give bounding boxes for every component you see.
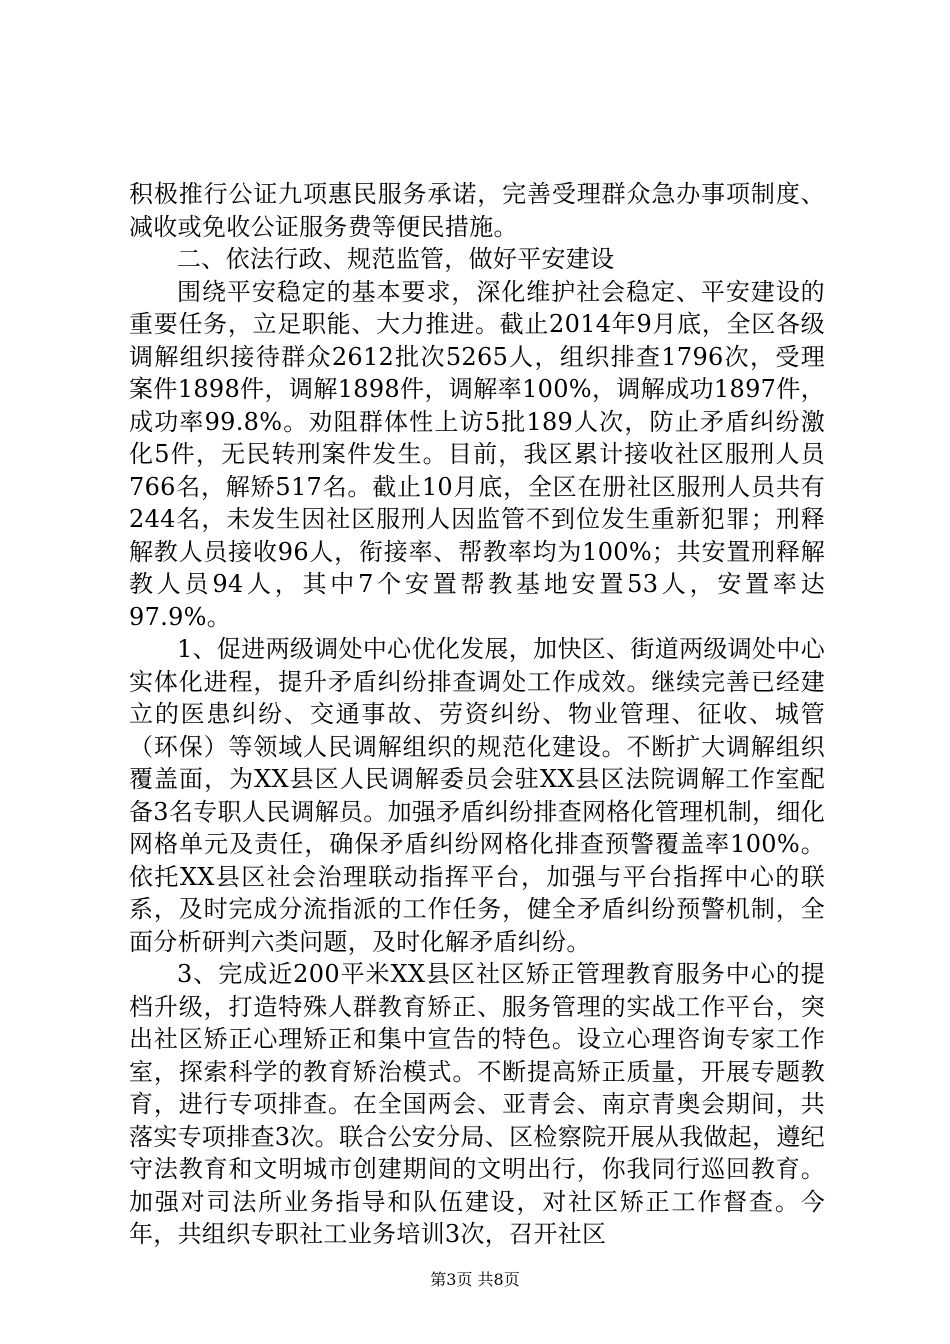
section-heading: 二、依法行政、规范监管，做好平安建设 bbox=[177, 245, 615, 273]
paragraph-5: 3、完成近200平米XX县区社区矫正管理教育服务中心的提档升级，打造特殊人群教育矫正、服务管理的实战工作平台，突出社区矫正心理矫正和集中宣告的特色。设立心理咨询专家工作室，探索科学的教育矫治模式。不断提高矫正质量，开展专题教育，进行专项排查。在全国两会、亚青会、南京青奥会期间，共落实专项排查3次。联合公安分局、区检察院开展从我做起，遵纪守法教育和文明城市创建期间的文明出行，你我同行巡回教育。加强对司法所业务指导和队伍建设，对社区矫正工作督查。今年，共组织专职社工业务培训3次，召开社区 bbox=[129, 960, 825, 1248]
paragraph-4: 1、促进两级调处中心优化发展，加快区、街道两级调处中心实体化进程，提升矛盾纠纷排查调处工作成效。继续完善已经建立的医患纠纷、交通事故、劳资纠纷、物业管理、征收、城管（环保）等领域人民调解组织的规范化建设。不断扩大调解组织覆盖面，为XX县区人民调解委员会驻XX县区法院调解工作室配备3名专职人民调解员。加强矛盾纠纷排查网格化管理机制，细化网格单元及责任，确保矛盾纠纷网格化排查预警覆盖率100%。依托XX县区社会治理联动指挥平台，加强与平台指挥中心的联系，及时完成分流指派的工作任务，健全矛盾纠纷预警机制，全面分析研判六类问题，及时化解矛盾纠纷。 bbox=[129, 635, 825, 956]
document-body bbox=[129, 178, 825, 1251]
paragraph-3: 围绕平安稳定的基本要求，深化维护社会稳定、平安建设的重要任务，立足职能、大力推进。截止2014年9月底，全区各级调解组织接待群众2612批次5265人，组织排查1796次，受理案件1898件，调解1898件，调解率100%，调解成功1897件，成功率99.8%。劝阻群体性上访5批189人次，防止矛盾纠纷激化5件，无民转刑案件发生。目前，我区累计接收社区服刑人员766名，解矫517名。截止10月底，全区在册社区服刑人员共有244名，未发生因社区服刑人因监管不到位发生重新犯罪；刑释解教人员接收96人，衔接率、帮教率均为100%；共安置刑释解教人员94人，其中7个安置帮教基地安置53人，安置率达97.9%。 bbox=[129, 277, 825, 631]
paragraph-1: 积极推行公证九项惠民服务承诺，完善受理群众急办事项制度、减收或免收公证服务费等便民措施。 bbox=[129, 180, 825, 241]
page-number-footer: 第3页 共8页 bbox=[430, 1270, 520, 1289]
